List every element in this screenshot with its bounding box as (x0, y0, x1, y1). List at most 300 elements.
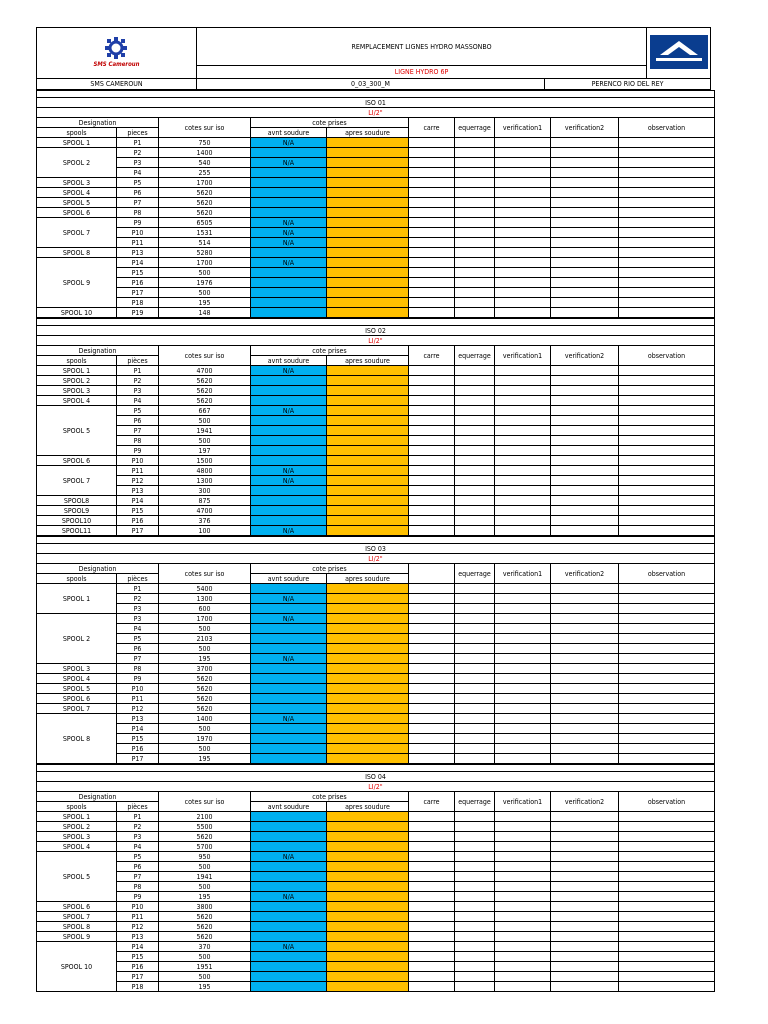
apres-soudure-cell[interactable] (327, 674, 409, 684)
equerrage-cell[interactable] (455, 208, 495, 218)
equerrage-cell[interactable] (455, 842, 495, 852)
verification2-cell[interactable] (551, 476, 619, 486)
carre-cell[interactable] (409, 446, 455, 456)
observation-cell[interactable] (619, 902, 715, 912)
equerrage-cell[interactable] (455, 942, 495, 952)
observation-cell[interactable] (619, 634, 715, 644)
verification1-cell[interactable] (495, 922, 551, 932)
verification1-cell[interactable] (495, 754, 551, 764)
carre-cell[interactable] (409, 942, 455, 952)
verification1-cell[interactable] (495, 644, 551, 654)
verification2-cell[interactable] (551, 376, 619, 386)
verification2-cell[interactable] (551, 942, 619, 952)
verification1-cell[interactable] (495, 138, 551, 148)
verification1-cell[interactable] (495, 366, 551, 376)
avant-soudure-cell[interactable] (251, 604, 327, 614)
piece-cell[interactable]: P13 (117, 486, 159, 496)
equerrage-cell[interactable] (455, 714, 495, 724)
carre-cell[interactable] (409, 466, 455, 476)
spool-cell[interactable]: SPOOL 5 (37, 684, 117, 694)
verification1-cell[interactable] (495, 386, 551, 396)
piece-cell[interactable]: P12 (117, 476, 159, 486)
cote-cell[interactable]: 1941 (159, 872, 251, 882)
piece-cell[interactable]: P15 (117, 268, 159, 278)
avant-soudure-cell[interactable] (251, 674, 327, 684)
equerrage-cell[interactable] (455, 238, 495, 248)
observation-cell[interactable] (619, 654, 715, 664)
verification2-cell[interactable] (551, 218, 619, 228)
spool-cell[interactable]: SPOOL9 (37, 506, 117, 516)
equerrage-cell[interactable] (455, 506, 495, 516)
piece-cell[interactable]: P7 (117, 426, 159, 436)
spool-cell[interactable]: SPOOL 6 (37, 902, 117, 912)
spool-cell[interactable]: SPOOL 1 (37, 366, 117, 376)
apres-soudure-cell[interactable] (327, 892, 409, 902)
verification1-cell[interactable] (495, 694, 551, 704)
cote-cell[interactable]: 5620 (159, 674, 251, 684)
apres-soudure-cell[interactable] (327, 218, 409, 228)
apres-soudure-cell[interactable] (327, 664, 409, 674)
observation-cell[interactable] (619, 138, 715, 148)
piece-cell[interactable]: P12 (117, 704, 159, 714)
piece-cell[interactable]: P13 (117, 932, 159, 942)
avant-soudure-cell[interactable] (251, 486, 327, 496)
apres-soudure-cell[interactable] (327, 862, 409, 872)
avant-soudure-cell[interactable] (251, 882, 327, 892)
carre-cell[interactable] (409, 526, 455, 536)
carre-cell[interactable] (409, 852, 455, 862)
equerrage-cell[interactable] (455, 248, 495, 258)
apres-soudure-cell[interactable] (327, 526, 409, 536)
verification1-cell[interactable] (495, 624, 551, 634)
piece-cell[interactable]: P16 (117, 278, 159, 288)
piece-cell[interactable]: P2 (117, 822, 159, 832)
equerrage-cell[interactable] (455, 198, 495, 208)
observation-cell[interactable] (619, 496, 715, 506)
equerrage-cell[interactable] (455, 228, 495, 238)
cote-cell[interactable]: 5280 (159, 248, 251, 258)
spool-cell[interactable]: SPOOL 1 (37, 584, 117, 614)
verification1-cell[interactable] (495, 962, 551, 972)
apres-soudure-cell[interactable] (327, 932, 409, 942)
apres-soudure-cell[interactable] (327, 208, 409, 218)
verification1-cell[interactable] (495, 674, 551, 684)
verification1-cell[interactable] (495, 862, 551, 872)
equerrage-cell[interactable] (455, 436, 495, 446)
observation-cell[interactable] (619, 942, 715, 952)
avant-soudure-cell[interactable] (251, 972, 327, 982)
verification1-cell[interactable] (495, 604, 551, 614)
verification2-cell[interactable] (551, 744, 619, 754)
piece-cell[interactable]: P11 (117, 694, 159, 704)
observation-cell[interactable] (619, 386, 715, 396)
equerrage-cell[interactable] (455, 972, 495, 982)
apres-soudure-cell[interactable] (327, 744, 409, 754)
observation-cell[interactable] (619, 624, 715, 634)
verification2-cell[interactable] (551, 278, 619, 288)
apres-soudure-cell[interactable] (327, 634, 409, 644)
piece-cell[interactable]: P10 (117, 456, 159, 466)
cote-cell[interactable]: 1976 (159, 278, 251, 288)
observation-cell[interactable] (619, 168, 715, 178)
verification2-cell[interactable] (551, 892, 619, 902)
equerrage-cell[interactable] (455, 594, 495, 604)
avant-soudure-cell[interactable] (251, 308, 327, 318)
verification2-cell[interactable] (551, 506, 619, 516)
cote-cell[interactable]: 370 (159, 942, 251, 952)
spool-cell[interactable]: SPOOL 7 (37, 218, 117, 248)
avant-soudure-cell[interactable]: N/A (251, 228, 327, 238)
apres-soudure-cell[interactable] (327, 594, 409, 604)
cote-cell[interactable]: 1970 (159, 734, 251, 744)
carre-cell[interactable] (409, 952, 455, 962)
spool-cell[interactable]: SPOOL 8 (37, 922, 117, 932)
apres-soudure-cell[interactable] (327, 406, 409, 416)
avant-soudure-cell[interactable] (251, 744, 327, 754)
avant-soudure-cell[interactable] (251, 664, 327, 674)
verification2-cell[interactable] (551, 238, 619, 248)
observation-cell[interactable] (619, 892, 715, 902)
apres-soudure-cell[interactable] (327, 396, 409, 406)
spool-cell[interactable]: SPOOL 4 (37, 674, 117, 684)
piece-cell[interactable]: P3 (117, 604, 159, 614)
apres-soudure-cell[interactable] (327, 812, 409, 822)
equerrage-cell[interactable] (455, 148, 495, 158)
observation-cell[interactable] (619, 376, 715, 386)
verification2-cell[interactable] (551, 526, 619, 536)
equerrage-cell[interactable] (455, 654, 495, 664)
apres-soudure-cell[interactable] (327, 148, 409, 158)
verification1-cell[interactable] (495, 942, 551, 952)
verification2-cell[interactable] (551, 972, 619, 982)
apres-soudure-cell[interactable] (327, 694, 409, 704)
equerrage-cell[interactable] (455, 258, 495, 268)
carre-cell[interactable] (409, 218, 455, 228)
cote-cell[interactable]: 5500 (159, 822, 251, 832)
avant-soudure-cell[interactable]: N/A (251, 892, 327, 902)
observation-cell[interactable] (619, 962, 715, 972)
verification2-cell[interactable] (551, 624, 619, 634)
avant-soudure-cell[interactable] (251, 298, 327, 308)
cote-cell[interactable]: 667 (159, 406, 251, 416)
carre-cell[interactable] (409, 386, 455, 396)
cote-cell[interactable]: 1700 (159, 258, 251, 268)
spool-cell[interactable]: SPOOL 7 (37, 704, 117, 714)
avant-soudure-cell[interactable] (251, 902, 327, 912)
apres-soudure-cell[interactable] (327, 278, 409, 288)
verification1-cell[interactable] (495, 882, 551, 892)
piece-cell[interactable]: P3 (117, 386, 159, 396)
verification1-cell[interactable] (495, 288, 551, 298)
verification1-cell[interactable] (495, 496, 551, 506)
equerrage-cell[interactable] (455, 882, 495, 892)
avant-soudure-cell[interactable] (251, 278, 327, 288)
verification2-cell[interactable] (551, 456, 619, 466)
carre-cell[interactable] (409, 962, 455, 972)
observation-cell[interactable] (619, 396, 715, 406)
cote-cell[interactable]: 2103 (159, 634, 251, 644)
avant-soudure-cell[interactable]: N/A (251, 594, 327, 604)
cote-cell[interactable]: 500 (159, 288, 251, 298)
piece-cell[interactable]: P1 (117, 138, 159, 148)
equerrage-cell[interactable] (455, 694, 495, 704)
equerrage-cell[interactable] (455, 298, 495, 308)
verification2-cell[interactable] (551, 832, 619, 842)
spool-cell[interactable]: SPOOL 2 (37, 614, 117, 664)
equerrage-cell[interactable] (455, 268, 495, 278)
verification1-cell[interactable] (495, 178, 551, 188)
verification2-cell[interactable] (551, 228, 619, 238)
piece-cell[interactable]: P3 (117, 158, 159, 168)
cote-cell[interactable]: 875 (159, 496, 251, 506)
verification1-cell[interactable] (495, 396, 551, 406)
cote-cell[interactable]: 500 (159, 644, 251, 654)
apres-soudure-cell[interactable] (327, 516, 409, 526)
equerrage-cell[interactable] (455, 456, 495, 466)
verification2-cell[interactable] (551, 516, 619, 526)
piece-cell[interactable]: P14 (117, 724, 159, 734)
verification1-cell[interactable] (495, 812, 551, 822)
cote-cell[interactable]: 1700 (159, 614, 251, 624)
carre-cell[interactable] (409, 208, 455, 218)
equerrage-cell[interactable] (455, 376, 495, 386)
observation-cell[interactable] (619, 148, 715, 158)
cote-cell[interactable]: 4800 (159, 466, 251, 476)
observation-cell[interactable] (619, 436, 715, 446)
observation-cell[interactable] (619, 922, 715, 932)
carre-cell[interactable] (409, 496, 455, 506)
verification2-cell[interactable] (551, 842, 619, 852)
observation-cell[interactable] (619, 744, 715, 754)
apres-soudure-cell[interactable] (327, 644, 409, 654)
piece-cell[interactable]: P7 (117, 198, 159, 208)
verification1-cell[interactable] (495, 684, 551, 694)
apres-soudure-cell[interactable] (327, 308, 409, 318)
cote-cell[interactable]: 750 (159, 138, 251, 148)
piece-cell[interactable]: P5 (117, 406, 159, 416)
cote-cell[interactable]: 300 (159, 486, 251, 496)
cote-cell[interactable]: 5620 (159, 912, 251, 922)
equerrage-cell[interactable] (455, 278, 495, 288)
piece-cell[interactable]: P9 (117, 446, 159, 456)
observation-cell[interactable] (619, 456, 715, 466)
verification1-cell[interactable] (495, 486, 551, 496)
verification1-cell[interactable] (495, 248, 551, 258)
observation-cell[interactable] (619, 912, 715, 922)
equerrage-cell[interactable] (455, 982, 495, 992)
carre-cell[interactable] (409, 812, 455, 822)
avant-soudure-cell[interactable] (251, 872, 327, 882)
apres-soudure-cell[interactable] (327, 446, 409, 456)
equerrage-cell[interactable] (455, 218, 495, 228)
cote-cell[interactable]: 1300 (159, 476, 251, 486)
cote-cell[interactable]: 5620 (159, 922, 251, 932)
apres-soudure-cell[interactable] (327, 734, 409, 744)
avant-soudure-cell[interactable] (251, 178, 327, 188)
apres-soudure-cell[interactable] (327, 248, 409, 258)
spool-cell[interactable]: SPOOL 4 (37, 842, 117, 852)
avant-soudure-cell[interactable] (251, 148, 327, 158)
equerrage-cell[interactable] (455, 734, 495, 744)
avant-soudure-cell[interactable] (251, 198, 327, 208)
piece-cell[interactable]: P16 (117, 962, 159, 972)
carre-cell[interactable] (409, 476, 455, 486)
avant-soudure-cell[interactable] (251, 416, 327, 426)
observation-cell[interactable] (619, 486, 715, 496)
observation-cell[interactable] (619, 972, 715, 982)
equerrage-cell[interactable] (455, 634, 495, 644)
carre-cell[interactable] (409, 674, 455, 684)
avant-soudure-cell[interactable] (251, 694, 327, 704)
observation-cell[interactable] (619, 288, 715, 298)
verification2-cell[interactable] (551, 872, 619, 882)
verification2-cell[interactable] (551, 604, 619, 614)
cote-cell[interactable]: 514 (159, 238, 251, 248)
equerrage-cell[interactable] (455, 486, 495, 496)
verification2-cell[interactable] (551, 674, 619, 684)
piece-cell[interactable]: P15 (117, 734, 159, 744)
equerrage-cell[interactable] (455, 158, 495, 168)
observation-cell[interactable] (619, 228, 715, 238)
equerrage-cell[interactable] (455, 624, 495, 634)
observation-cell[interactable] (619, 852, 715, 862)
observation-cell[interactable] (619, 406, 715, 416)
carre-cell[interactable] (409, 912, 455, 922)
piece-cell[interactable]: P1 (117, 366, 159, 376)
cote-cell[interactable]: 4700 (159, 366, 251, 376)
cote-cell[interactable]: 5620 (159, 208, 251, 218)
avant-soudure-cell[interactable] (251, 952, 327, 962)
apres-soudure-cell[interactable] (327, 754, 409, 764)
observation-cell[interactable] (619, 416, 715, 426)
observation-cell[interactable] (619, 238, 715, 248)
cote-cell[interactable]: 5620 (159, 376, 251, 386)
cote-cell[interactable]: 100 (159, 526, 251, 536)
observation-cell[interactable] (619, 674, 715, 684)
apres-soudure-cell[interactable] (327, 188, 409, 198)
cote-cell[interactable]: 600 (159, 604, 251, 614)
avant-soudure-cell[interactable]: N/A (251, 942, 327, 952)
observation-cell[interactable] (619, 714, 715, 724)
verification1-cell[interactable] (495, 634, 551, 644)
carre-cell[interactable] (409, 604, 455, 614)
carre-cell[interactable] (409, 932, 455, 942)
piece-cell[interactable]: P11 (117, 912, 159, 922)
cote-cell[interactable]: 500 (159, 436, 251, 446)
equerrage-cell[interactable] (455, 614, 495, 624)
cote-cell[interactable]: 4700 (159, 506, 251, 516)
observation-cell[interactable] (619, 664, 715, 674)
piece-cell[interactable]: P17 (117, 526, 159, 536)
avant-soudure-cell[interactable] (251, 932, 327, 942)
apres-soudure-cell[interactable] (327, 298, 409, 308)
piece-cell[interactable]: P5 (117, 852, 159, 862)
apres-soudure-cell[interactable] (327, 228, 409, 238)
observation-cell[interactable] (619, 188, 715, 198)
verification1-cell[interactable] (495, 228, 551, 238)
verification2-cell[interactable] (551, 862, 619, 872)
verification1-cell[interactable] (495, 982, 551, 992)
verification1-cell[interactable] (495, 872, 551, 882)
verification2-cell[interactable] (551, 268, 619, 278)
carre-cell[interactable] (409, 416, 455, 426)
avant-soudure-cell[interactable] (251, 684, 327, 694)
verification1-cell[interactable] (495, 724, 551, 734)
verification1-cell[interactable] (495, 932, 551, 942)
avant-soudure-cell[interactable]: N/A (251, 366, 327, 376)
cote-cell[interactable]: 195 (159, 892, 251, 902)
equerrage-cell[interactable] (455, 426, 495, 436)
verification1-cell[interactable] (495, 842, 551, 852)
verification1-cell[interactable] (495, 436, 551, 446)
equerrage-cell[interactable] (455, 744, 495, 754)
equerrage-cell[interactable] (455, 526, 495, 536)
piece-cell[interactable]: P18 (117, 982, 159, 992)
apres-soudure-cell[interactable] (327, 684, 409, 694)
equerrage-cell[interactable] (455, 852, 495, 862)
verification2-cell[interactable] (551, 426, 619, 436)
verification2-cell[interactable] (551, 258, 619, 268)
verification1-cell[interactable] (495, 714, 551, 724)
apres-soudure-cell[interactable] (327, 476, 409, 486)
equerrage-cell[interactable] (455, 308, 495, 318)
apres-soudure-cell[interactable] (327, 714, 409, 724)
verification1-cell[interactable] (495, 238, 551, 248)
avant-soudure-cell[interactable]: N/A (251, 158, 327, 168)
equerrage-cell[interactable] (455, 446, 495, 456)
piece-cell[interactable]: P12 (117, 922, 159, 932)
equerrage-cell[interactable] (455, 466, 495, 476)
avant-soudure-cell[interactable] (251, 634, 327, 644)
cote-cell[interactable]: 1500 (159, 456, 251, 466)
verification2-cell[interactable] (551, 366, 619, 376)
cote-cell[interactable]: 500 (159, 724, 251, 734)
carre-cell[interactable] (409, 624, 455, 634)
verification1-cell[interactable] (495, 594, 551, 604)
cote-cell[interactable]: 500 (159, 416, 251, 426)
verification1-cell[interactable] (495, 278, 551, 288)
carre-cell[interactable] (409, 694, 455, 704)
observation-cell[interactable] (619, 734, 715, 744)
verification2-cell[interactable] (551, 614, 619, 624)
cote-cell[interactable]: 500 (159, 624, 251, 634)
carre-cell[interactable] (409, 436, 455, 446)
verification2-cell[interactable] (551, 178, 619, 188)
carre-cell[interactable] (409, 308, 455, 318)
piece-cell[interactable]: P11 (117, 238, 159, 248)
cote-cell[interactable]: 950 (159, 852, 251, 862)
equerrage-cell[interactable] (455, 674, 495, 684)
cote-cell[interactable]: 255 (159, 168, 251, 178)
apres-soudure-cell[interactable] (327, 942, 409, 952)
apres-soudure-cell[interactable] (327, 178, 409, 188)
equerrage-cell[interactable] (455, 188, 495, 198)
piece-cell[interactable]: P3 (117, 832, 159, 842)
piece-cell[interactable]: P9 (117, 674, 159, 684)
apres-soudure-cell[interactable] (327, 704, 409, 714)
observation-cell[interactable] (619, 952, 715, 962)
verification2-cell[interactable] (551, 168, 619, 178)
equerrage-cell[interactable] (455, 812, 495, 822)
apres-soudure-cell[interactable] (327, 238, 409, 248)
verification2-cell[interactable] (551, 664, 619, 674)
avant-soudure-cell[interactable] (251, 912, 327, 922)
observation-cell[interactable] (619, 526, 715, 536)
observation-cell[interactable] (619, 604, 715, 614)
verification2-cell[interactable] (551, 694, 619, 704)
apres-soudure-cell[interactable] (327, 952, 409, 962)
verification1-cell[interactable] (495, 456, 551, 466)
